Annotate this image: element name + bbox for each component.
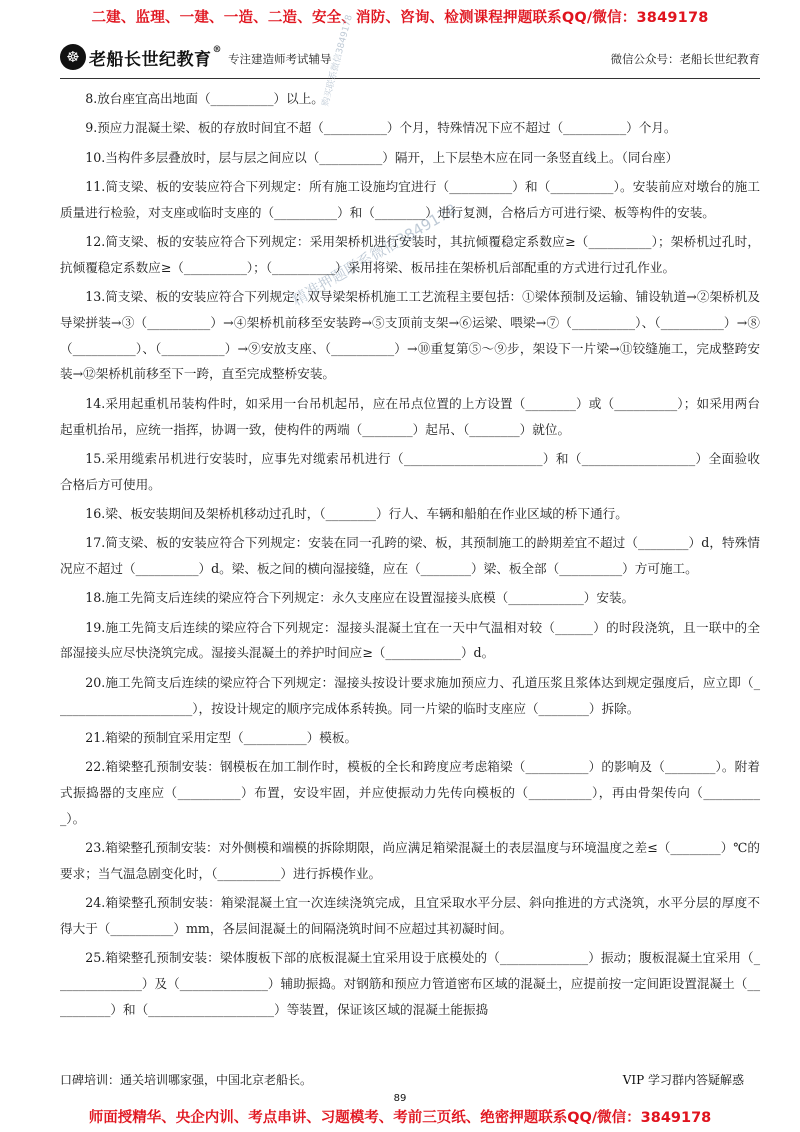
question-item: 22.箱梁整孔预制安装：钢模板在加工制作时，模板的全长和跨度应考虑箱梁（__________）的影响及（________）。附着式振捣器的支座应（__________）布置，安设牢固，并应使振动力先传向模板的（__________），再由骨架传向（__________）。 [60,759,760,826]
question-item: 13.简支梁、板的安装应符合下列规定：双导梁架桥机施工工艺流程主要包括：①梁体预制及运输、铺设轨道→②架桥机及导梁拼装→③（__________）→④架桥机前移至安装跨→⑤支顶前支架→⑥运梁、喂梁→⑦（__________）、（__________）→⑧（__________）、（__________）→⑨安放支座、（__________）→⑩重复第⑤～⑨步，架设下一片梁→⑪铰缝施工，完成整跨安装→⑫架桥机前移至下一跨，直至完成整桥安装。 [60,289,760,382]
watermark: 精准押题联系微信3849178 [289,200,460,310]
question-item: 21.箱梁的预制宜采用定型（__________）模板。 [85,729,358,745]
question-item: 14.采用起重机吊装构件时，如采用一台吊机起吊，应在吊点位置的上方设置（________）或（__________）；如采用两台起重机抬吊，应统一指挥，协调一致，使构件的两端（________）起吊、（________）就位。 [60,395,760,437]
question-list [60,86,760,1026]
header-tagline: 专注建造师考试辅导 [228,52,332,66]
bottom-promo-banner: 师面授精华、央企内训、考点串讲、习题模考、考前三页纸、绝密押题联系QQ/微信：3849178 [88,1110,712,1126]
wechat-account: 微信公众号：老船长世纪教育 [610,52,760,66]
footer-slogan: 口碑培训：通关培训哪家强，中国北京老船长。 [60,1073,313,1087]
ship-wheel-icon: ☸ [60,44,86,70]
logo-text: 老船长世纪教育® [89,44,222,70]
page-header [60,44,760,74]
watermark: 购买联系微信3849178 [320,13,355,108]
question-item: 20.施工先简支后连续的梁应符合下列规定：湿接头按设计要求施加预应力、孔道压浆且浆体达到规定强度后，应立即（______________________），按设计规定的顺序完成体系转换。同一片梁的临时支座应（________）拆除。 [60,674,760,716]
question-item: 15.采用缆索吊机进行安装时，应事先对缆索吊机进行（______________________）和（__________________）全面验收合格后方可使用。 [60,450,760,492]
question-item: 24.箱梁整孔预制安装：箱梁混凝土宜一次连续浇筑完成，且宜采取水平分层、斜向推进的方式浇筑，水平分层的厚度不得大于（__________）mm，各层间混凝土的间隔浇筑时间不应超过其初凝时间。 [60,895,760,936]
question-item: 9.预应力混凝土梁、板的存放时间宜不超（__________）个月，特殊情况下应不超过（__________）个月。 [85,120,677,136]
question-item: 19.施工先简支后连续的梁应符合下列规定：湿接头混凝土宜在一天中气温相对较（______）的时段浇筑，且一联中的全部湿接头应尽快浇筑完成。湿接头混凝土的养护时间应≥（____________）d。 [60,619,760,661]
question-item: 23.箱梁整孔预制安装：对外侧模和端模的拆除期限，尚应满足箱梁混凝土的表层温度与环境温度之差≤（________）℃的要求；当气温急剧变化时，（__________）进行拆模作业。 [60,840,760,881]
page-number: 89 [393,1093,407,1104]
top-promo-banner: 二建、监理、一建、一造、二造、安全、消防、咨询、检测课程押题联系QQ/微信：3849178 [91,10,709,26]
question-item: 18.施工先简支后连续的梁应符合下列规定：永久支座应在设置湿接头底模（____________）安装。 [85,590,635,606]
logo [60,44,222,70]
question-item: 8.放台座宜高出地面（__________）以上。 [85,91,324,106]
footer-vip-note: VIP 学习群内答疑解惑 [622,1073,744,1087]
question-item: 12.简支梁、板的安装应符合下列规定：采用架桥机进行安装时，其抗倾覆稳定系数应≥（__________）；架桥机过孔时，抗倾覆稳定系数应≥（__________）；（__________）采用将梁、板吊挂在架桥机后部配重的方式进行过孔作业。 [60,233,760,275]
header-divider [60,78,760,79]
question-item: 25.箱梁整孔预制安装：梁体腹板下部的底板混凝土宜采用设于底模处的（______________）振动；腹板混凝土宜采用（______________）及（______________）辅助振捣。对钢筋和预应力管道密布区域的混凝土，应提前按一定间距设置混凝土（__________）和（____________________）等装置，保证该区域的混凝土能振捣 [60,950,760,1017]
question-item: 17.简支梁、板的安装应符合下列规定：安装在同一孔跨的梁、板，其预制施工的龄期差宜不超过（________）d，特殊情况应不超过（__________）d。梁、板之间的横向湿接缝，应在（________）梁、板全部（__________）方可施工。 [60,535,760,577]
question-item: 11.简支梁、板的安装应符合下列规定：所有施工设施均宜进行（__________）和（__________）。安装前应对墩台的施工质量进行检验，对支座或临时支座的（__________）和（________）进行复测，合格后方可进行梁、板等构件的安装。 [60,178,760,220]
question-item: 10.当构件多层叠放时，层与层之间应以（__________）隔开，上下层垫木应在同一条竖直线上。（同台座） [85,149,679,165]
question-item: 16.梁、板安装期间及架桥机移动过孔时，（________）行人、车辆和船舶在作业区域的桥下通行。 [85,505,628,521]
